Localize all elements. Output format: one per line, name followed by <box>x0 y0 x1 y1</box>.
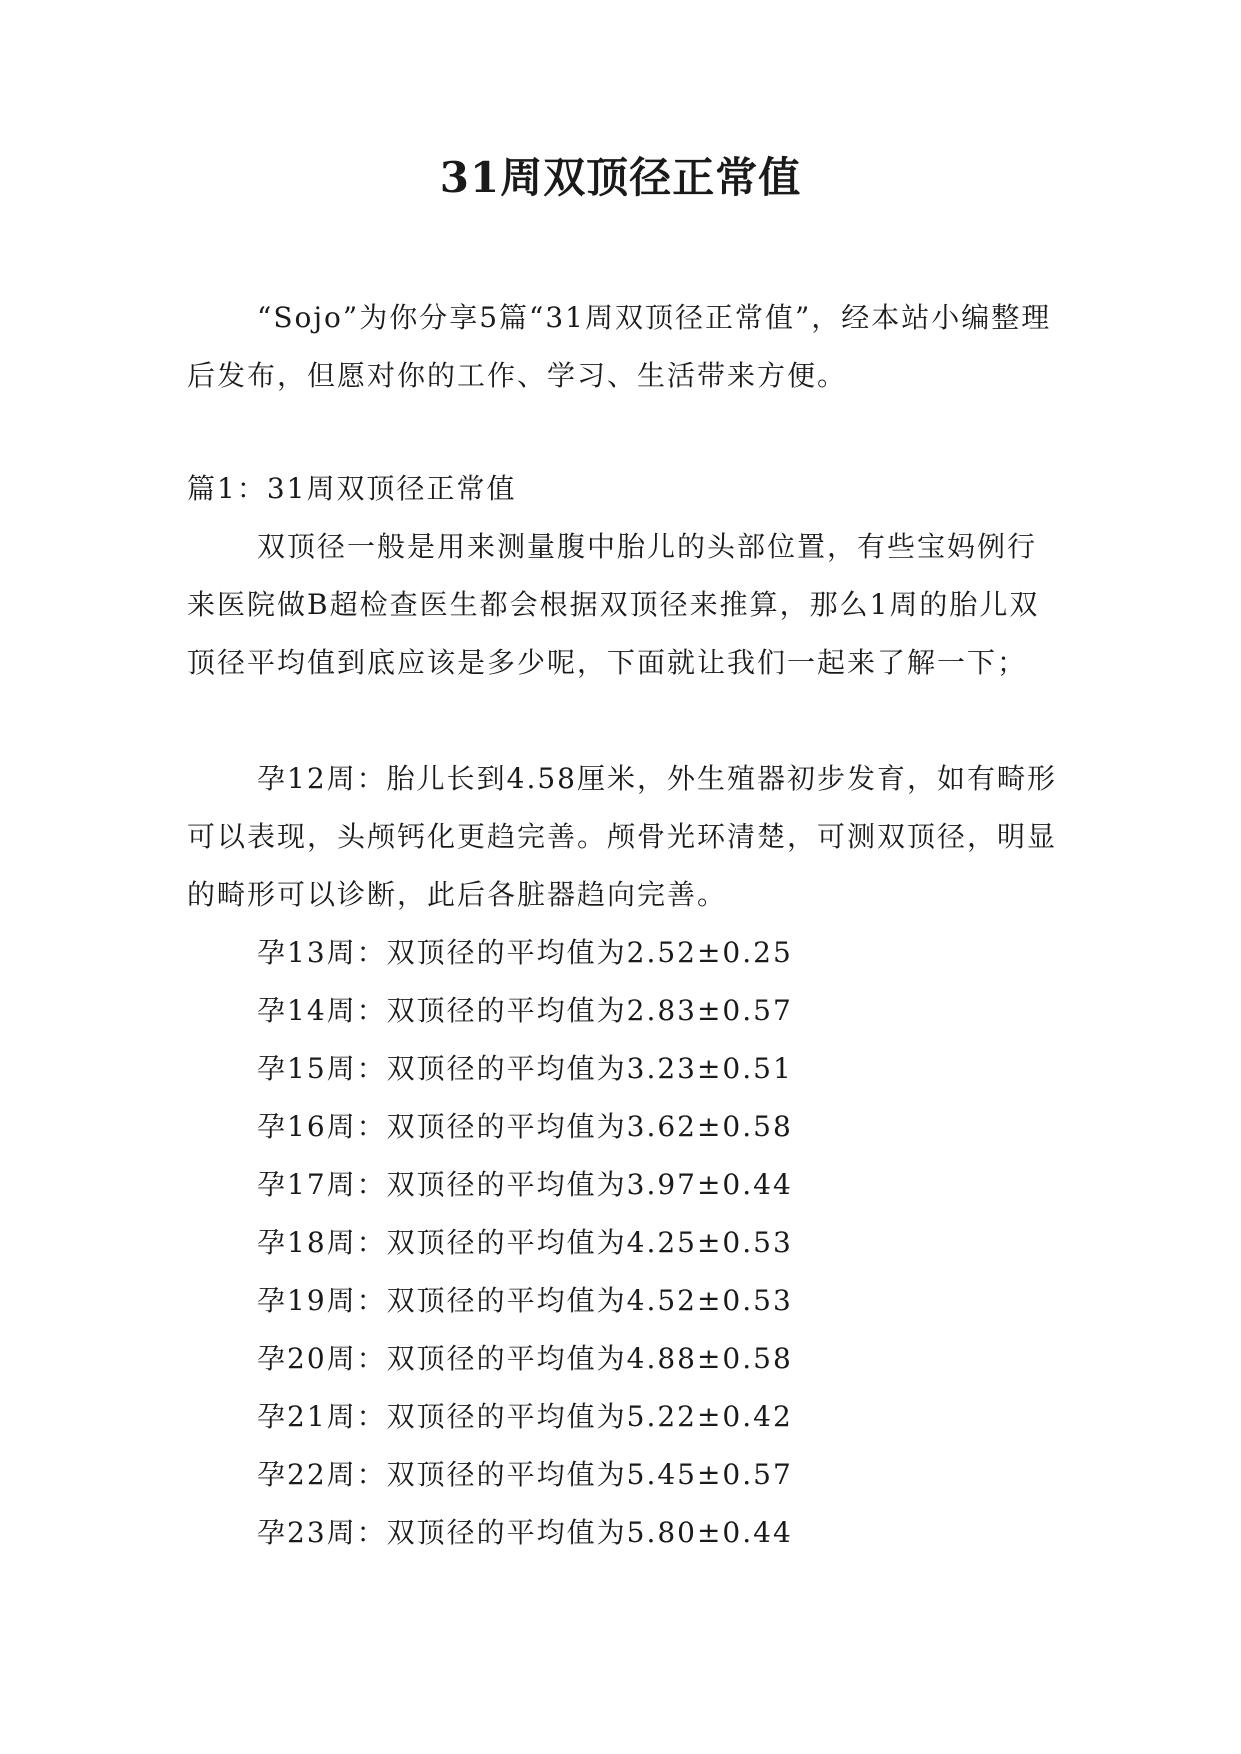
body-paragraph: 双顶径一般是用来测量腹中胎儿的头部位置，有些宝妈例行来医院做B超检查医生都会根据双顶径来推算，那么1周的胎儿双顶径平均值到底应该是多少呢，下面就让我们一起来了解一下； <box>187 530 1040 679</box>
list-item: 孕13周：双顶径的平均值为2.52±0.25 <box>257 936 793 969</box>
body-paragraph: 孕12周：胎儿长到4.58厘米，外生殖器初步发育，如有畸形可以表现，头颅钙化更趋完善。颅骨光环清楚，可测双顶径，明显的畸形可以诊断，此后各脏器趋向完善。 <box>187 762 1058 911</box>
list-item: 孕19周：双顶径的平均值为4.52±0.53 <box>257 1284 793 1317</box>
list-item: 孕17周：双顶径的平均值为3.97±0.44 <box>257 1168 793 1201</box>
list-item: 孕20周：双顶径的平均值为4.88±0.58 <box>257 1342 793 1375</box>
list-item: 孕23周：双顶径的平均值为5.80±0.44 <box>257 1516 793 1549</box>
list-item: 孕22周：双顶径的平均值为5.45±0.57 <box>257 1458 793 1491</box>
weekly-values-list <box>257 924 793 1562</box>
intro-paragraph: “Sojo”为你分享5篇“31周双顶径正常值”，经本站小编整理后发布，但愿对你的工作、学习、生活带来方便。 <box>187 301 1052 392</box>
list-item: 孕21周：双顶径的平均值为5.22±0.42 <box>257 1400 793 1433</box>
document-title: 31周双顶径正常值 <box>439 153 802 202</box>
section-heading: 篇1：31周双顶径正常值 <box>187 472 517 505</box>
list-item: 孕18周：双顶径的平均值为4.25±0.53 <box>257 1226 793 1259</box>
list-item: 孕16周：双顶径的平均值为3.62±0.58 <box>257 1110 793 1143</box>
list-item: 孕15周：双顶径的平均值为3.23±0.51 <box>257 1052 793 1085</box>
list-item: 孕14周：双顶径的平均值为2.83±0.57 <box>257 994 793 1027</box>
